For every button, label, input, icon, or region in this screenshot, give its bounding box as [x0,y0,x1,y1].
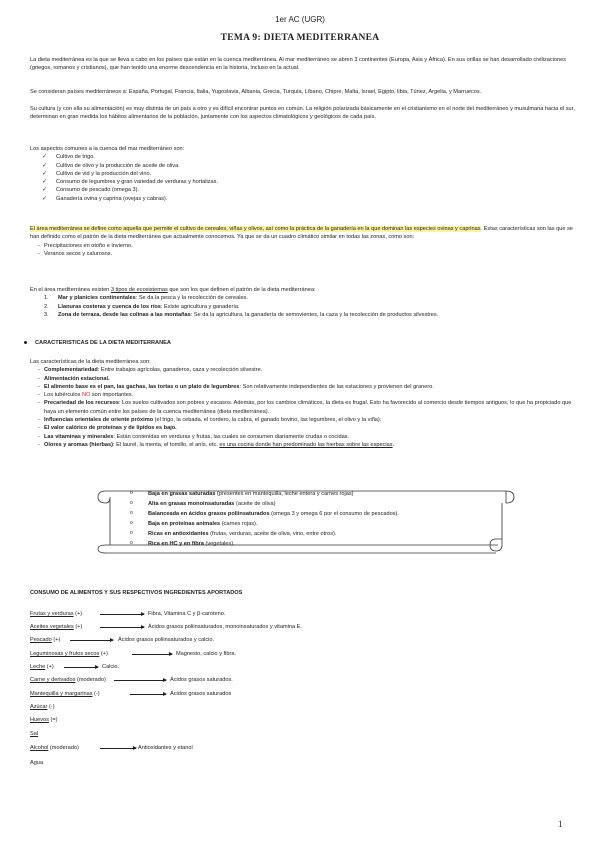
list-item: ✓ Consumo de legumbres y gran variedad de verduras y hortalizas. [42,178,575,186]
list-item: o Ricas en antioxidantes (frutas, verduras, aceite de oliva, vino, entre otros). [130,529,399,539]
arrow-icon [132,654,172,655]
food-row: Leguminosas y frutos secos (+) Magnesio, calcio y fibra. [30,651,237,657]
climate-list [30,242,575,259]
aspects-list [30,153,575,203]
list-item: ✓ Consumo de pescado (omega 3). [42,186,575,194]
list-item: - Influencias orientales de oriente próximo (el trigo, la cebada, el cordero, la cabra, el ganado bovino, las legumbres, el olivo y la viña). [38,416,575,424]
food-row: Mantequilla y margarinas (-) Ácidos grasos saturados [30,691,232,697]
scroll-list [130,489,399,549]
list-item: - Alimentación estacional. [38,375,575,383]
list-item: ✓ Ganadería ovina y caprina (ovejas y cabras). [42,195,575,203]
food-row: Agua [30,760,44,766]
list-item: o Balanceada en ácidos grasos poliinsaturados (omega 3 y omega 6 por el consumo de pescados). [130,509,399,519]
list-item: - Complementariedad: Entre trabajos agrícolas, ganaderos, caza y recolección silvestre. [38,366,575,374]
list-item: - Las vitaminas y minerales: Están contenidas en verduras y frutas, las cuales se consumen diariamente crudas o cocidas. [38,433,575,441]
arrow-icon [130,694,166,695]
list-item: - El alimento base es el pan, las gachas, las tortas o un plato de legumbres: Son relativamente independientes de las estaciones y provienen del granero. [38,383,575,391]
list-item: 1. Mar y planicies continentales: Se da la pesca y la recolección de cereales. [44,295,248,302]
list-item: ✓ Cultivo de olivo y la producción de aceite de oliva. [42,162,575,170]
characteristics-list [30,366,575,449]
aspects-block [30,145,575,203]
food-row: Aceites vegetales (+) Ácidos grasos poliinsaturados, monoinsaturados y vitamina E. [30,624,302,630]
list-item: o Baja en proteínas animales (carnes rojas). [130,519,399,529]
list-item: ✓ Cultivo de trigo. [42,153,575,161]
list-item: o Rica en HC y en fibra (vegetales). [130,539,399,549]
food-row: Leche (+) Calcio. [30,664,120,670]
page-header: 1er AC (UGR) [275,15,325,24]
arrow-icon [64,667,98,668]
food-row: Carne y derivados (moderado) Ácidos grasos saturados. [30,677,233,683]
list-item: o Alta en grasas monoinsaturadas (aceite de oliva) [130,499,399,509]
food-row: Pescado (+) Ácidos grasos poliinsaturados y calcio. [30,637,215,643]
food-row: Azúcar (-) [30,704,55,710]
list-item: - Veranos secos y calurosos. [38,250,575,258]
arrow-icon [114,680,166,681]
page-title: TEMA 9: DIETA MEDITERRANEA [220,33,380,43]
list-item: - Precariedad de los recursos: Los suelos cultivados son pobres y escasos. Además, por los cambios climáticos, la dieta es frugal. Esto ha favorecido al comercio desde tiempos antiguos, lo que ha propiciado que haya un elemento común entre los países de la cuenca mediterránea (dieta mediterránea). [38,399,575,416]
list-item: - Olores y aromas (hierbas): El laurel, la menta, el tomillo, el anís, etc. es una cocina donde han predominado las hierbas sobre las especias. [38,441,575,449]
scroll-banner [92,483,520,555]
highlighted-text: El área mediterránea se define como aquella que permite el cultivo de cereales, viñas y olivos, así como la práctica de la ganadería en la que dominan las especies ovinas y caprinas [30,226,481,232]
list-item: 3. Zona de terraza, desde las colinas a las montañas: Se da la agricultura, la ganadería de semovientes, la caza y la recolección de productos silvestres. [44,311,439,318]
intro-paragraph-3: Su cultura (y con ella su alimentación) es muy distinta de un país a otro y es difícil encontrar puntos en común. La religión polarizada básicamente en el cristianismo en el norte del mediterráneo y musulmana hacia el sur, determinan en gran medida los hábitos alimentarios de la población, juntamente con los aspectos climatológicos y geológicos de cada país. [30,106,575,121]
aspects-intro: Los aspectos comunes a la cuenca del mar mediterráneo son: [30,146,185,152]
characteristics-block: Las características de la dieta mediterránea son: - Complementariedad: Entre trabajos agrícolas, ganaderos, caza y recolección silvestre. - Alimentación estacional. - El alimento base es el pan, las gachas, las tortas o un plato de legumbres: Son relativamente independientes de las estaciones y provienen del granero. - Los tubérculos NO son importantes. - Precariedad de los recursos: Los suelos cultivados son pobres y escasos. Además, por los cambios climáticos, la dieta es frugal. Esto ha favorecido al comercio desde tiempos antiguos, lo que ha propiciado que haya un elemento común entre los países de la cuenca mediterránea (dieta mediterránea). - Influencias orientales de oriente próximo (el trigo, la cebada, el cordero, la cabra, el ganado bovino, las legumbres, el olivo y la viña). - El valor calórico de proteínas y de lípidos es bajo. - Las vitaminas y minerales: Están contenidas en verduras y frutas, las cuales se consumen diariamente crudas o cocidas. - Olores y aromas (hierbas): El laurel, la menta, el tomillo, el anís, etc. es una cocina donde han predominado las hierbas sobre las especias. [30,358,575,449]
list-item: - Los tubérculos NO son importantes. [38,391,575,399]
intro-paragraph-2: Se consideran países mediterráneos a: España, Portugal, Francia, Italia, Yugoslavia, Albania, Grecia, Turquía, Líbano, Chipre, Malta, Israel, Egipto, libia, Túnez, Argelia, y Marruecos. [30,89,482,95]
list-item: ✓ Cultivo de vid y la producción del vino. [42,170,575,178]
list-item: 2. Llanuras costeras y cuenca de los ríos: Existe agricultura y ganadería. [44,303,240,310]
list-item: o Baja en grasas saturadas (presentes en mantequilla, leche entera y carnes rojas) [130,489,399,499]
page-number: 1 [558,819,563,829]
ecosystems-list [30,294,575,319]
food-row: Huevos (=) [30,717,58,723]
list-item: - Precipitaciones en otoño e invierno. [38,242,575,250]
bullet-icon [24,341,27,344]
intro-paragraph-1: La dieta mediterránea es la que se lleva a cabo en los países que están en la cuenca mediterránea. Al mar mediterráneo se abren 3 continentes (Europa, Asia y África). En sus orillas se han desarrollado civilizaciones (griegos, romanos y cristianos), que han tenido una enorme descendencia en la historia, incluso en la actual. [30,57,567,72]
food-row: Sal [30,731,39,737]
ecosystems-block: En el área mediterránea existen 3 tipos de ecosistemas que son los que definen el patrón de la dieta mediterránea: 1. Mar y planicies continentales: Se da la pesca y la recolección de cereales. 2. Llanuras costeras y cuenca de los ríos: Existe agricultura y ganadería. 3. Zona de terraza, desde las colinas a las montañas: Se da la agricultura, la ganadería de semovientes, la caza y la recolección de productos silvestres. [30,286,575,319]
arrow-icon [100,748,136,749]
food-row: Alcohol (moderado) Antioxidantes y etanol [30,745,193,751]
food-row: Frutas y verduras (+) Fibra, Vitamina C y β-caroteno. [30,611,226,617]
list-item: - El valor calórico de proteínas y de lípidos es bajo. [38,424,575,432]
area-paragraph: El área mediterránea se define como aquella que permite el cultivo de cereales, viñas y olivos, así como la práctica de la ganadería en la que dominan las especies ovinas y caprinas. Estas características son las que se han definido como el patrón de la dieta mediterránea que actualmente conocemos. Ya que se da un cuadro climático similar en todas las zonas, como son: - Precipitaciones en otoño e invierno. - Veranos secos y calurosos. [30,225,575,258]
section-heading-characteristics: CARACTERISTICAS DE LA DIETA MEDITERRANEA [24,340,171,346]
arrow-icon [70,640,113,641]
arrow-icon [100,627,144,628]
section-heading-consumption: CONSUMO DE ALIMENTOS Y SUS RESPECTIVOS INGREDIENTES APORTADOS [30,590,243,596]
arrow-icon [100,614,144,615]
